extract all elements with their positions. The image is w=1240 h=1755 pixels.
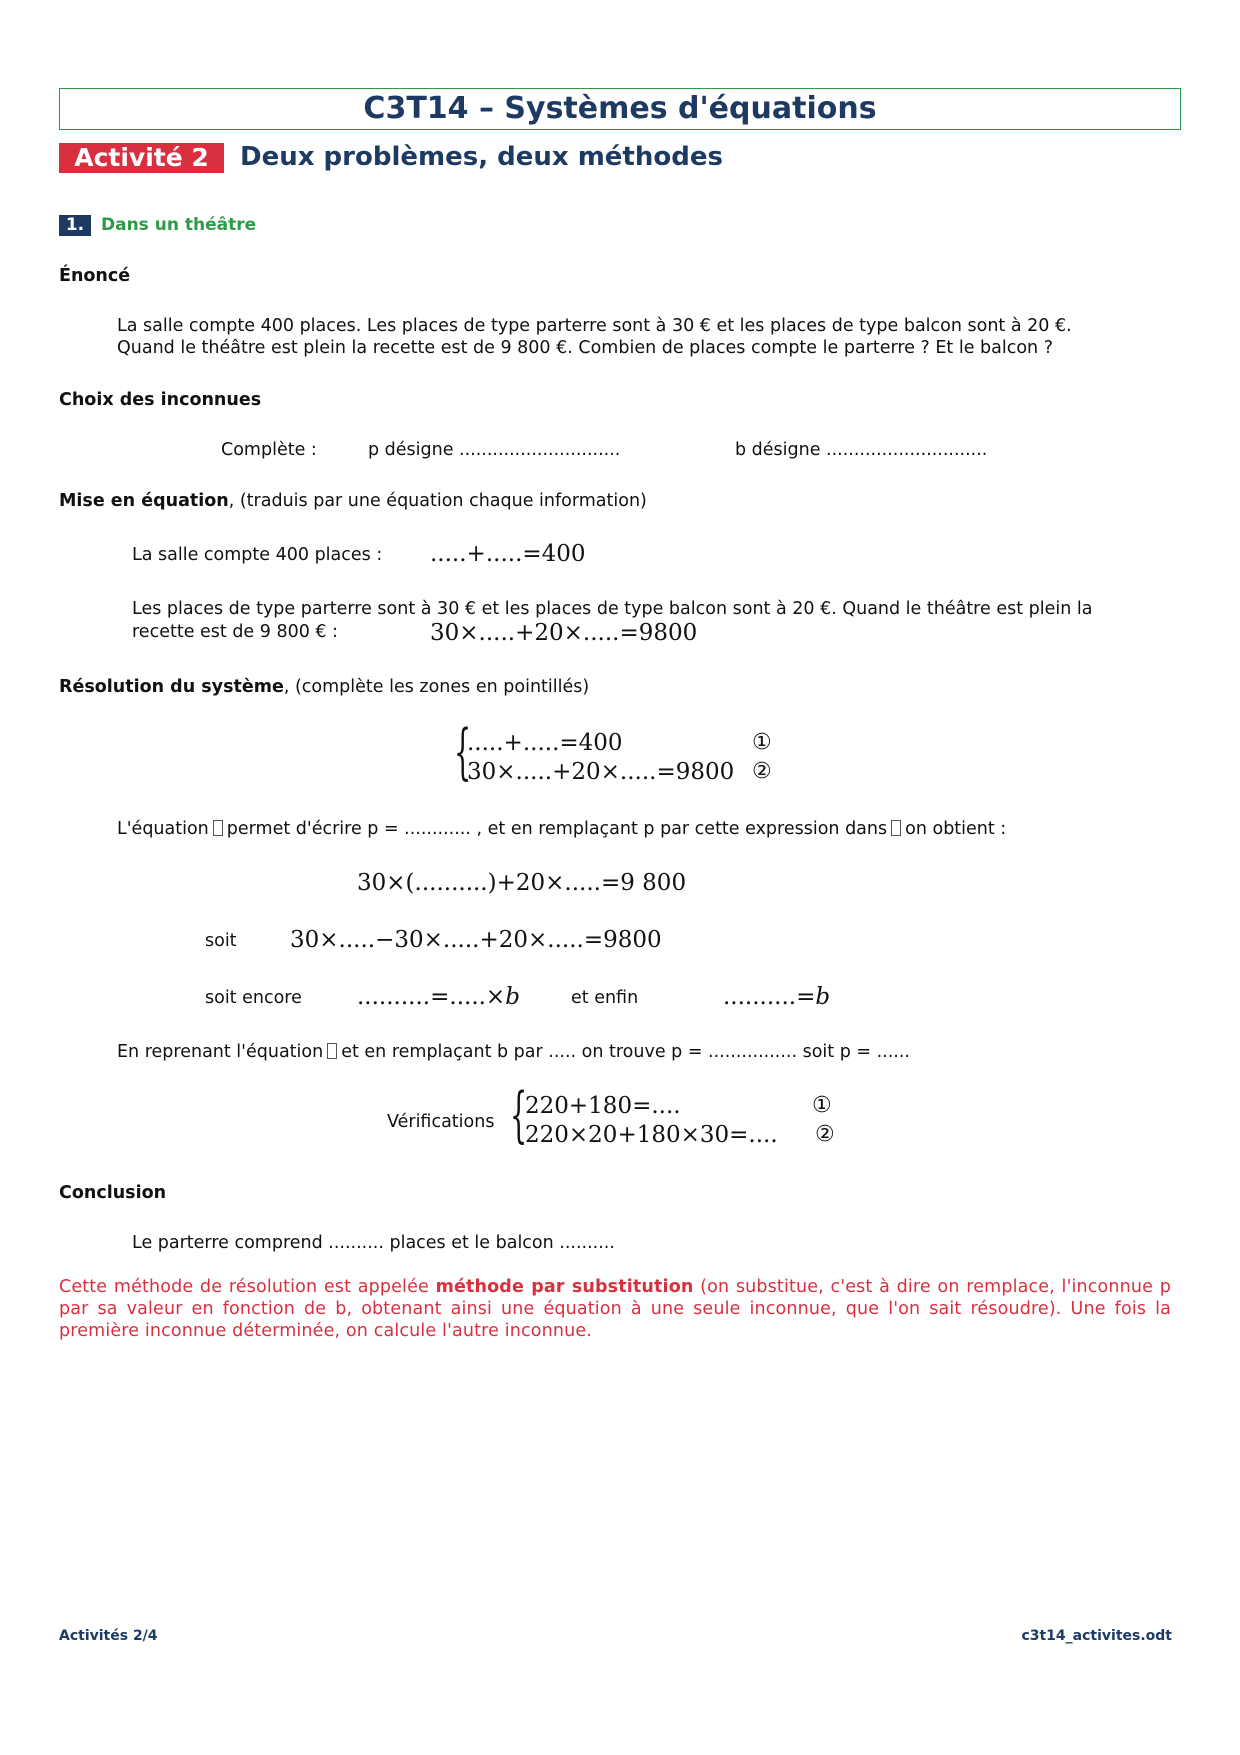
reprenant-sentence-a: En reprenant l'équation [117, 1042, 324, 1062]
footer-right: c3t14_activites.odt [1021, 1628, 1172, 1644]
conclusion-line: Le parterre comprend .......... places et le balcon .......... [132, 1233, 615, 1253]
enonce-line-2: Quand le théâtre est plein la recette est de 9 800 €. Combien de places compte le parterre ? Et le balcon ? [117, 338, 1053, 358]
mise-line1-label: La salle compte 400 places : [132, 545, 383, 565]
resolution-heading-rest: , (complète les zones en pointillés) [283, 677, 590, 697]
section-title: Dans un théâtre [101, 215, 257, 235]
mise-heading-bold: Mise en équation [59, 491, 229, 511]
substitution-sentence-a: L'équation [117, 819, 209, 839]
substitution-sentence-c: on obtient : [905, 819, 1007, 839]
activity-title: Deux problèmes, deux méthodes [240, 142, 723, 172]
complete-label: Complète : [221, 440, 317, 460]
conclusion-heading: Conclusion [59, 1183, 167, 1203]
marker-2: ② [752, 759, 772, 784]
equation-expanded: 30×.....−30×.....+20×.....=9800 [290, 927, 662, 953]
enonce-line-1: La salle compte 400 places. Les places de type parterre sont à 30 € et les places de type balcon sont à 20 €. [117, 316, 1072, 336]
verification-brace: { [510, 1080, 528, 1150]
resolution-heading [59, 676, 589, 698]
et-enfin-label: et enfin [571, 988, 639, 1008]
mise-line2-text: Les places de type parterre sont à 30 € et les places de type balcon sont à 20 €. Quand le théâtre est plein la [132, 599, 1093, 619]
mise-line2-text-b: recette est de 9 800 € : [132, 622, 339, 642]
section-number: 1. [59, 215, 91, 236]
soit-encore-label: soit encore [205, 988, 302, 1008]
reprenant-sentence [117, 1041, 910, 1063]
mise-line2-equation: 30×.....+20×.....=9800 [430, 620, 698, 646]
equation-final-var: b [815, 984, 831, 1010]
page-title-text: C3T14 – Systèmes d'équations [363, 91, 877, 126]
b-designation: b désigne ............................. [735, 440, 988, 460]
method-note [59, 1276, 1171, 1342]
substitution-sentence [117, 818, 1006, 840]
method-note-bold: méthode par substitution [435, 1277, 694, 1297]
method-note-part2: (on substitue, c'est à dire on remplace, l'inconnue p par sa valeur en fonction de b, obtenant ainsi une équation à une seule inconnue, que l'on sait résoudre). Une fois la première inconnue déterminée, on calcule l'autre inconnue. [59, 1277, 1171, 1341]
verification-equation-1: 220+180=.... [525, 1093, 681, 1119]
mise-heading [59, 490, 647, 512]
soit-label: soit [205, 931, 237, 951]
verification-label: Vérifications [387, 1112, 495, 1132]
mise-line1-equation: .....+.....=400 [430, 541, 586, 567]
p-designation: p désigne ............................. [368, 440, 621, 460]
equation-substituted: 30×(..........)+20×.....=9 800 [357, 870, 687, 896]
page-title [59, 88, 1181, 130]
equation-final-dots: ..........= [723, 984, 816, 1010]
system-brace: { [454, 717, 472, 787]
verification-marker-2: ② [815, 1122, 835, 1147]
missing-glyph-icon [213, 820, 223, 836]
system-equation-2: 30×.....+20×.....=9800 [467, 759, 735, 785]
choix-heading: Choix des inconnues [59, 390, 262, 410]
enonce-heading: Énoncé [59, 266, 131, 286]
activity-badge: Activité 2 [59, 143, 224, 173]
missing-glyph-icon [891, 820, 901, 836]
footer-left: Activités 2/4 [59, 1628, 158, 1644]
resolution-heading-bold: Résolution du système [59, 677, 284, 697]
equation-simplified-var: b [505, 984, 520, 1010]
equation-final [723, 983, 830, 1011]
substitution-sentence-b: permet d'écrire p = ............ , et en remplaçant p par cette expression dans [226, 819, 888, 839]
mise-heading-rest: , (traduis par une équation chaque information) [228, 491, 647, 511]
equation-simplified [357, 983, 520, 1011]
reprenant-sentence-b: et en remplaçant b par ..... on trouve p = ................ soit p = ...... [341, 1042, 910, 1062]
verification-marker-1: ① [812, 1093, 832, 1118]
method-note-part1: Cette méthode de résolution est appelée [59, 1277, 436, 1297]
system-equation-1: .....+.....=400 [467, 730, 623, 756]
missing-glyph-icon [327, 1043, 337, 1059]
verification-equation-2: 220×20+180×30=.... [525, 1122, 778, 1148]
marker-1: ① [752, 730, 772, 755]
equation-simplified-dots: ..........=.....× [357, 984, 506, 1010]
